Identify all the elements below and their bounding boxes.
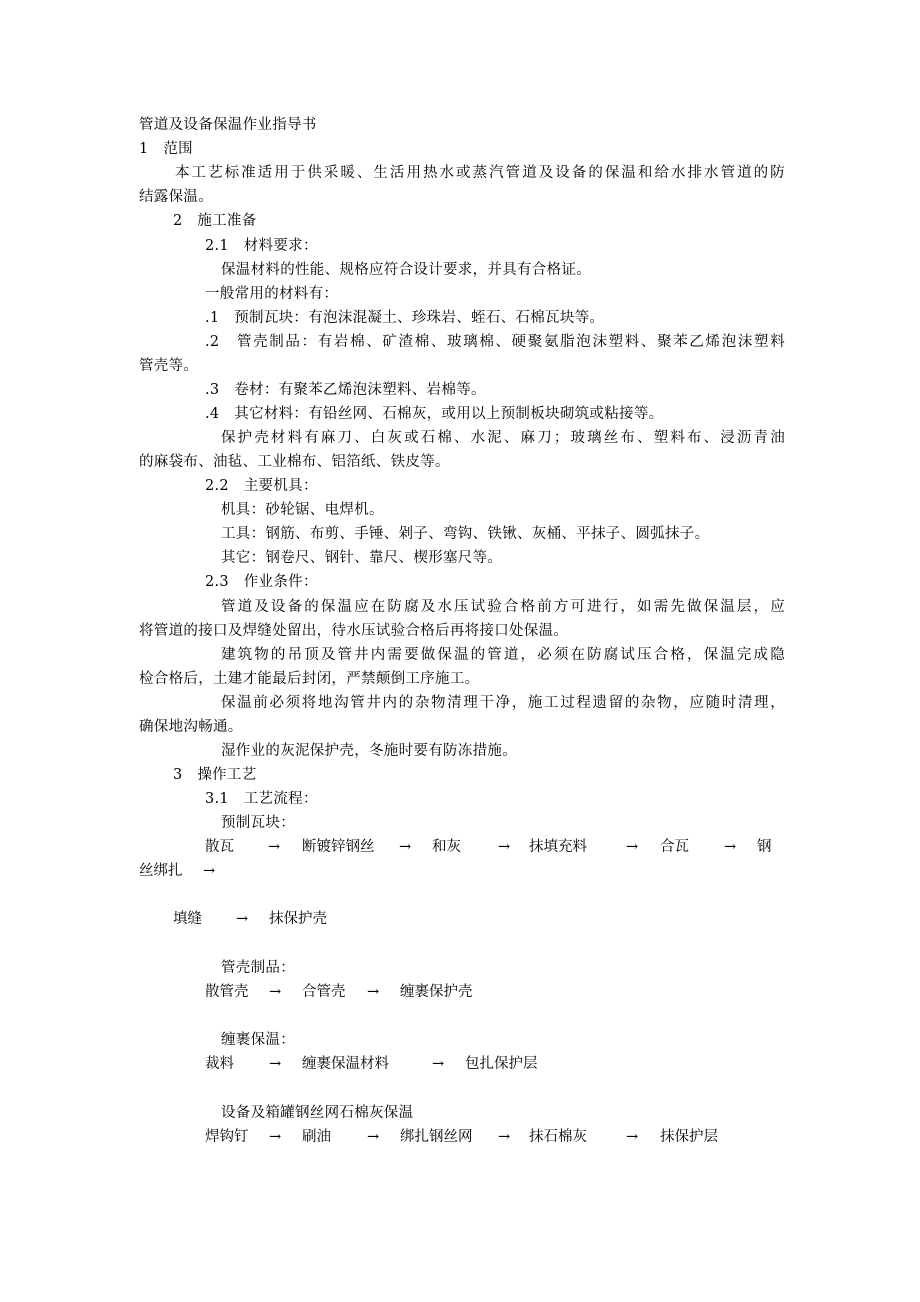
conditions-p1-line1: 管道及设备的保温应在防腐及水压试验合格前方可进行，如需先做保温层，应: [221, 599, 785, 615]
arrow-icon: →: [367, 984, 380, 1000]
others-line: 其它：钢卷尺、钢针、靠尺、楔形塞尺等。: [221, 550, 503, 566]
arrow-icon: →: [399, 839, 412, 855]
flow-step: 合瓦: [660, 839, 689, 855]
section-2-1-heading: 2.1 材料要求：: [205, 238, 318, 254]
arrow-icon: →: [432, 1056, 445, 1072]
flow-step: 焊钩钉: [205, 1129, 249, 1145]
tools-line: 工具：钢筋、布剪、手锤、剁子、弯钩、铁锹、灰桶、平抹子、圆弧抹子。: [221, 526, 710, 542]
flow-3-title: 缠裹保温：: [221, 1032, 295, 1048]
flow-step: 丝绑扎: [139, 863, 183, 879]
section-1-heading: 1 范围: [139, 141, 193, 157]
materials-requirement: 保温材料的性能、规格应符合设计要求，并具有合格证。: [221, 262, 591, 278]
flow-step: 包扎保护层: [465, 1056, 538, 1072]
arrow-icon: →: [367, 1129, 380, 1145]
conditions-p4: 湿作业的灰泥保护壳，冬施时要有防冻措施。: [221, 743, 517, 759]
flow-step: 抹保护壳: [269, 911, 327, 927]
flow-step: 散管壳: [205, 984, 249, 1000]
arrow-icon: →: [269, 1129, 282, 1145]
flow-step: 抹保护层: [660, 1129, 718, 1145]
flow-step: 和灰: [432, 839, 461, 855]
arrow-icon: →: [203, 863, 216, 879]
arrow-icon: →: [626, 1129, 639, 1145]
section-1-para-line2: 结露保温。: [139, 189, 213, 205]
arrow-icon: →: [626, 839, 639, 855]
section-2-3-heading: 2.3 作业条件：: [205, 574, 318, 590]
section-3-1-heading: 3.1 工艺流程：: [205, 791, 318, 807]
conditions-p3-line1: 保温前必须将地沟管井内的杂物清理干净，施工过程遗留的杂物，应随时清理，: [221, 695, 785, 711]
section-2-2-heading: 2.2 主要机具：: [205, 478, 318, 494]
material-item-1: .1 预制瓦块：有泡沫混凝土、珍珠岩、蛭石、石棉瓦块等。: [205, 310, 605, 326]
machines-line: 机具：砂轮锯、电焊机。: [221, 502, 384, 518]
flow-2-title: 管壳制品：: [221, 960, 295, 976]
protective-shell-line2: 的麻袋布、油毡、工业棉布、铝箔纸、铁皮等。: [139, 454, 450, 470]
document-title: 管道及设备保温作业指导书: [139, 117, 317, 133]
flow-step: 裁料: [205, 1056, 234, 1072]
arrow-icon: →: [269, 984, 282, 1000]
conditions-p1-line2: 将管道的接口及焊缝处留出，待水压试验合格后再将接口处保温。: [139, 623, 569, 639]
arrow-icon: →: [236, 911, 249, 927]
flow-step: 散瓦: [205, 839, 234, 855]
conditions-p2-line2: 检合格后，土建才能最后封闭，严禁颠倒工序施工。: [139, 671, 480, 687]
section-1-para-line1: 本工艺标准适用于供采暖、生活用热水或蒸汽管道及设备的保温和给水排水管道的防: [175, 165, 785, 181]
flow-step: 缠裹保温材料: [302, 1056, 389, 1072]
flow-step: 合管壳: [302, 984, 346, 1000]
arrow-icon: →: [498, 1129, 511, 1145]
material-item-3: .3 卷材：有聚苯乙烯泡沫塑料、岩棉等。: [205, 382, 486, 398]
section-3-heading: 3 操作工艺: [173, 767, 257, 783]
flow-4-title: 设备及箱罐钢丝网石棉灰保温: [221, 1105, 414, 1121]
flow-step: 刷油: [302, 1129, 331, 1145]
flow-step: 绑扎钢丝网: [400, 1129, 473, 1145]
arrow-icon: →: [724, 839, 737, 855]
flow-step: 断镀锌钢丝: [302, 839, 375, 855]
section-2-heading: 2 施工准备: [173, 213, 257, 229]
material-item-2-line1: .2 管壳制品：有岩棉、矿渣棉、玻璃棉、硬聚氨脂泡沫塑料、聚苯乙烯泡沫塑料: [205, 334, 785, 350]
material-item-2-line2: 管壳等。: [139, 358, 199, 374]
flow-step: 抹填充料: [529, 839, 587, 855]
flow-1-title: 预制瓦块：: [221, 815, 295, 831]
arrow-icon: →: [268, 839, 281, 855]
arrow-icon: →: [269, 1056, 282, 1072]
flow-step: 钢: [757, 839, 772, 855]
conditions-p2-line1: 建筑物的吊顶及管井内需要做保温的管道，必须在防腐试压合格，保温完成隐: [221, 647, 785, 663]
material-item-4: .4 其它材料：有铅丝网、石棉灰，或用以上预制板块砌筑或粘接等。: [205, 406, 664, 422]
arrow-icon: →: [498, 839, 511, 855]
protective-shell-line1: 保护壳材料有麻刀、白灰或石棉、水泥、麻刀；玻璃丝布、塑料布、浸沥青油: [221, 430, 785, 446]
conditions-p3-line2: 确保地沟畅通。: [139, 719, 243, 735]
flow-step: 缠裹保护壳: [400, 984, 473, 1000]
common-materials-label: 一般常用的材料有：: [205, 286, 339, 302]
flow-step: 填缝: [173, 911, 202, 927]
flow-step: 抹石棉灰: [529, 1129, 587, 1145]
